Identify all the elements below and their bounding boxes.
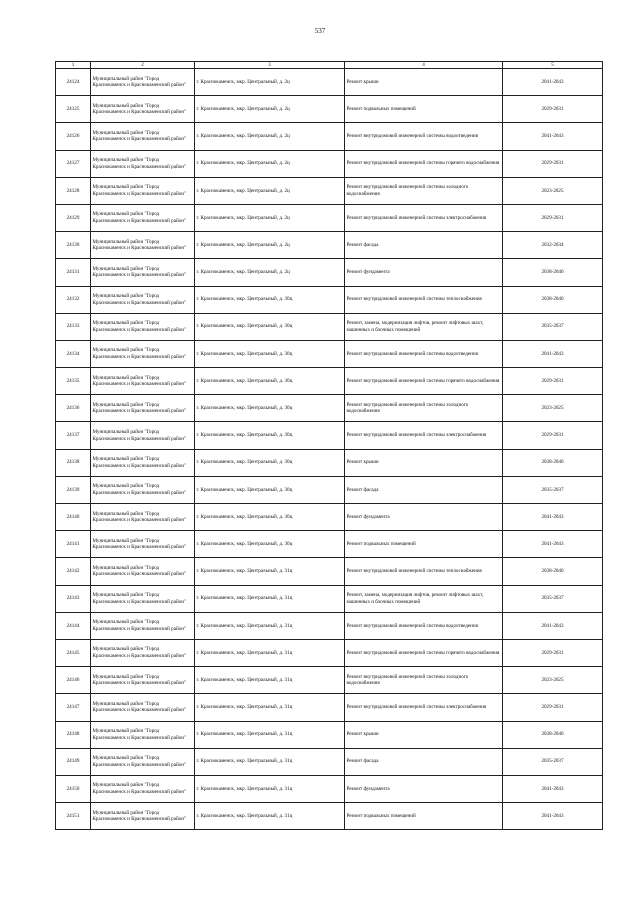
- table-row: [56, 368, 603, 395]
- work-type-cell: Ремонт крыши: [345, 721, 503, 748]
- row-number-cell: 24139: [56, 476, 91, 503]
- period-cell: 2035-2037: [503, 585, 603, 612]
- municipality-cell: Муниципальный район "Город Краснокаменск и Краснокаменский район": [91, 286, 195, 313]
- table-row: [56, 748, 603, 775]
- address-cell: г. Краснокаменск, мкр. Центральный, д. 2ц: [195, 123, 345, 150]
- period-cell: 2029-2031: [503, 422, 603, 449]
- period-cell: 2041-2043: [503, 123, 603, 150]
- work-type-cell: Ремонт внутридомовой инженерной системы водоотведения: [345, 612, 503, 639]
- municipality-cell: Муниципальный район "Город Краснокаменск и Краснокаменский район": [91, 803, 195, 830]
- municipality-cell: Муниципальный район "Город Краснокаменск и Краснокаменский район": [91, 150, 195, 177]
- address-cell: г. Краснокаменск, мкр. Центральный, д. 30ц: [195, 395, 345, 422]
- row-number-cell: 24129: [56, 204, 91, 231]
- work-type-cell: Ремонт крыши: [345, 449, 503, 476]
- row-number-cell: 24125: [56, 96, 91, 123]
- municipality-cell: Муниципальный район "Город Краснокаменск и Краснокаменский район": [91, 531, 195, 558]
- work-type-cell: Ремонт внутридомовой инженерной системы горячего водоснабжения: [345, 639, 503, 666]
- municipality-cell: Муниципальный район "Город Краснокаменск и Краснокаменский район": [91, 694, 195, 721]
- repair-schedule-table: [55, 61, 603, 830]
- municipality-cell: Муниципальный район "Город Краснокаменск и Краснокаменский район": [91, 449, 195, 476]
- address-cell: г. Краснокаменск, мкр. Центральный, д. 30ц: [195, 422, 345, 449]
- address-cell: г. Краснокаменск, мкр. Центральный, д. 31ц: [195, 612, 345, 639]
- row-number-cell: 24135: [56, 368, 91, 395]
- table-row: [56, 259, 603, 286]
- period-cell: 2038-2040: [503, 286, 603, 313]
- table-row: [56, 286, 603, 313]
- municipality-cell: Муниципальный район "Город Краснокаменск и Краснокаменский район": [91, 476, 195, 503]
- period-cell: 2029-2031: [503, 694, 603, 721]
- work-type-cell: Ремонт внутридомовой инженерной системы теплоснабжения: [345, 558, 503, 585]
- period-cell: 2029-2031: [503, 204, 603, 231]
- period-cell: 2041-2043: [503, 504, 603, 531]
- address-cell: г. Краснокаменск, мкр. Центральный, д. 31ц: [195, 694, 345, 721]
- row-number-cell: 24145: [56, 639, 91, 666]
- address-cell: г. Краснокаменск, мкр. Центральный, д. 31ц: [195, 558, 345, 585]
- municipality-cell: Муниципальный район "Город Краснокаменск и Краснокаменский район": [91, 639, 195, 666]
- address-cell: г. Краснокаменск, мкр. Центральный, д. 31ц: [195, 667, 345, 694]
- period-cell: 2041-2043: [503, 531, 603, 558]
- row-number-cell: 24144: [56, 612, 91, 639]
- work-type-cell: Ремонт фундамента: [345, 259, 503, 286]
- column-header-2: 2: [91, 62, 195, 69]
- municipality-cell: Муниципальный район "Город Краснокаменск и Краснокаменский район": [91, 422, 195, 449]
- header-row: [56, 62, 603, 69]
- row-number-cell: 24138: [56, 449, 91, 476]
- address-cell: г. Краснокаменск, мкр. Центральный, д. 2ц: [195, 96, 345, 123]
- municipality-cell: Муниципальный район "Город Краснокаменск и Краснокаменский район": [91, 313, 195, 340]
- row-number-cell: 24143: [56, 585, 91, 612]
- address-cell: г. Краснокаменск, мкр. Центральный, д. 2ц: [195, 204, 345, 231]
- table-row: [56, 476, 603, 503]
- address-cell: г. Краснокаменск, мкр. Центральный, д. 2ц: [195, 177, 345, 204]
- work-type-cell: Ремонт внутридомовой инженерной системы горячего водоснабжения: [345, 368, 503, 395]
- table-row: [56, 585, 603, 612]
- table-row: [56, 667, 603, 694]
- period-cell: 2029-2031: [503, 96, 603, 123]
- table-row: [56, 694, 603, 721]
- municipality-cell: Муниципальный район "Город Краснокаменск и Краснокаменский район": [91, 504, 195, 531]
- period-cell: 2023-2025: [503, 667, 603, 694]
- table-row: [56, 531, 603, 558]
- municipality-cell: Муниципальный район "Город Краснокаменск и Краснокаменский район": [91, 340, 195, 367]
- municipality-cell: Муниципальный район "Город Краснокаменск и Краснокаменский район": [91, 69, 195, 96]
- table-row: [56, 449, 603, 476]
- municipality-cell: Муниципальный район "Город Краснокаменск и Краснокаменский район": [91, 775, 195, 802]
- row-number-cell: 24147: [56, 694, 91, 721]
- municipality-cell: Муниципальный район "Город Краснокаменск и Краснокаменский район": [91, 177, 195, 204]
- row-number-cell: 24130: [56, 232, 91, 259]
- period-cell: 2038-2040: [503, 558, 603, 585]
- address-cell: г. Краснокаменск, мкр. Центральный, д. 30ц: [195, 531, 345, 558]
- work-type-cell: Ремонт подвальных помещений: [345, 531, 503, 558]
- work-type-cell: Ремонт внутридомовой инженерной системы водоотведения: [345, 340, 503, 367]
- row-number-cell: 24149: [56, 748, 91, 775]
- table-body: [56, 69, 603, 830]
- table-row: [56, 422, 603, 449]
- address-cell: г. Краснокаменск, мкр. Центральный, д. 30ц: [195, 504, 345, 531]
- row-number-cell: 24142: [56, 558, 91, 585]
- row-number-cell: 24148: [56, 721, 91, 748]
- table-row: [56, 721, 603, 748]
- municipality-cell: Муниципальный район "Город Краснокаменск и Краснокаменский район": [91, 612, 195, 639]
- page-number: 537: [314, 27, 326, 35]
- table-row: [56, 775, 603, 802]
- period-cell: 2023-2025: [503, 395, 603, 422]
- address-cell: г. Краснокаменск, мкр. Центральный, д. 2ц: [195, 69, 345, 96]
- municipality-cell: Муниципальный район "Город Краснокаменск и Краснокаменский район": [91, 96, 195, 123]
- address-cell: г. Краснокаменск, мкр. Центральный, д. 30ц: [195, 313, 345, 340]
- address-cell: г. Краснокаменск, мкр. Центральный, д. 30ц: [195, 368, 345, 395]
- work-type-cell: Ремонт фундамента: [345, 504, 503, 531]
- period-cell: 2038-2040: [503, 449, 603, 476]
- municipality-cell: Муниципальный район "Город Краснокаменск и Краснокаменский район": [91, 721, 195, 748]
- row-number-cell: 24151: [56, 803, 91, 830]
- work-type-cell: Ремонт подвальных помещений: [345, 803, 503, 830]
- work-type-cell: Ремонт внутридомовой инженерной системы электроснабжения: [345, 204, 503, 231]
- work-type-cell: Ремонт фундамента: [345, 775, 503, 802]
- period-cell: 2038-2040: [503, 259, 603, 286]
- row-number-cell: 24150: [56, 775, 91, 802]
- municipality-cell: Муниципальный район "Город Краснокаменск и Краснокаменский район": [91, 558, 195, 585]
- address-cell: г. Краснокаменск, мкр. Центральный, д. 31ц: [195, 803, 345, 830]
- table-row: [56, 395, 603, 422]
- address-cell: г. Краснокаменск, мкр. Центральный, д. 31ц: [195, 748, 345, 775]
- municipality-cell: Муниципальный район "Город Краснокаменск и Краснокаменский район": [91, 204, 195, 231]
- row-number-cell: 24133: [56, 313, 91, 340]
- period-cell: 2035-2037: [503, 748, 603, 775]
- period-cell: 2032-2034: [503, 232, 603, 259]
- work-type-cell: Ремонт внутридомовой инженерной системы горячего водоснабжения: [345, 150, 503, 177]
- work-type-cell: Ремонт внутридомовой инженерной системы холодного водоснабжения: [345, 395, 503, 422]
- address-cell: г. Краснокаменск, мкр. Центральный, д. 31ц: [195, 639, 345, 666]
- row-number-cell: 24146: [56, 667, 91, 694]
- work-type-cell: Ремонт, замена, модернизация лифтов, ремонт лифтовых шахт, машинных и блочных помещений: [345, 585, 503, 612]
- address-cell: г. Краснокаменск, мкр. Центральный, д. 31ц: [195, 585, 345, 612]
- period-cell: 2041-2043: [503, 775, 603, 802]
- period-cell: 2035-2037: [503, 476, 603, 503]
- row-number-cell: 24131: [56, 259, 91, 286]
- work-type-cell: Ремонт фасада: [345, 748, 503, 775]
- work-type-cell: Ремонт крыши: [345, 69, 503, 96]
- row-number-cell: 24141: [56, 531, 91, 558]
- municipality-cell: Муниципальный район "Город Краснокаменск и Краснокаменский район": [91, 395, 195, 422]
- period-cell: 2038-2040: [503, 721, 603, 748]
- table-row: [56, 150, 603, 177]
- row-number-cell: 24126: [56, 123, 91, 150]
- table-row: [56, 69, 603, 96]
- period-cell: 2023-2025: [503, 177, 603, 204]
- municipality-cell: Муниципальный район "Город Краснокаменск и Краснокаменский район": [91, 123, 195, 150]
- work-type-cell: Ремонт внутридомовой инженерной системы электроснабжения: [345, 422, 503, 449]
- period-cell: 2035-2037: [503, 313, 603, 340]
- table-row: [56, 177, 603, 204]
- work-type-cell: Ремонт фасада: [345, 232, 503, 259]
- period-cell: 2041-2043: [503, 69, 603, 96]
- row-number-cell: 24128: [56, 177, 91, 204]
- column-header-1: 1: [56, 62, 91, 69]
- table-row: [56, 639, 603, 666]
- row-number-cell: 24137: [56, 422, 91, 449]
- table-row: [56, 558, 603, 585]
- municipality-cell: Муниципальный район "Город Краснокаменск и Краснокаменский район": [91, 259, 195, 286]
- table-row: [56, 96, 603, 123]
- row-number-cell: 24124: [56, 69, 91, 96]
- municipality-cell: Муниципальный район "Город Краснокаменск и Краснокаменский район": [91, 667, 195, 694]
- column-header-4: 4: [345, 62, 503, 69]
- period-cell: 2029-2031: [503, 368, 603, 395]
- row-number-cell: 24136: [56, 395, 91, 422]
- row-number-cell: 24132: [56, 286, 91, 313]
- period-cell: 2029-2031: [503, 150, 603, 177]
- work-type-cell: Ремонт фасада: [345, 476, 503, 503]
- period-cell: 2041-2043: [503, 612, 603, 639]
- address-cell: г. Краснокаменск, мкр. Центральный, д. 2ц: [195, 232, 345, 259]
- row-number-cell: 24140: [56, 504, 91, 531]
- municipality-cell: Муниципальный район "Город Краснокаменск и Краснокаменский район": [91, 368, 195, 395]
- address-cell: г. Краснокаменск, мкр. Центральный, д. 2ц: [195, 150, 345, 177]
- address-cell: г. Краснокаменск, мкр. Центральный, д. 31ц: [195, 775, 345, 802]
- work-type-cell: Ремонт, замена, модернизация лифтов, ремонт лифтовых шахт, машинных и блочных помещений: [345, 313, 503, 340]
- table-header: [56, 62, 603, 69]
- row-number-cell: 24127: [56, 150, 91, 177]
- table-row: [56, 803, 603, 830]
- column-header-3: 3: [195, 62, 345, 69]
- table-row: [56, 313, 603, 340]
- table-row: [56, 612, 603, 639]
- address-cell: г. Краснокаменск, мкр. Центральный, д. 30ц: [195, 476, 345, 503]
- work-type-cell: Ремонт внутридомовой инженерной системы теплоснабжения: [345, 286, 503, 313]
- period-cell: 2029-2031: [503, 639, 603, 666]
- table-row: [56, 504, 603, 531]
- work-type-cell: Ремонт внутридомовой инженерной системы водоотведения: [345, 123, 503, 150]
- work-type-cell: Ремонт внутридомовой инженерной системы холодного водоснабжения: [345, 667, 503, 694]
- work-type-cell: Ремонт внутридомовой инженерной системы электроснабжения: [345, 694, 503, 721]
- municipality-cell: Муниципальный район "Город Краснокаменск и Краснокаменский район": [91, 748, 195, 775]
- municipality-cell: Муниципальный район "Город Краснокаменск и Краснокаменский район": [91, 585, 195, 612]
- column-header-5: 5: [503, 62, 603, 69]
- address-cell: г. Краснокаменск, мкр. Центральный, д. 30ц: [195, 449, 345, 476]
- table-row: [56, 123, 603, 150]
- row-number-cell: 24134: [56, 340, 91, 367]
- work-type-cell: Ремонт подвальных помещений: [345, 96, 503, 123]
- work-type-cell: Ремонт внутридомовой инженерной системы холодного водоснабжения: [345, 177, 503, 204]
- address-cell: г. Краснокаменск, мкр. Центральный, д. 2ц: [195, 259, 345, 286]
- address-cell: г. Краснокаменск, мкр. Центральный, д. 31ц: [195, 721, 345, 748]
- address-cell: г. Краснокаменск, мкр. Центральный, д. 30ц: [195, 340, 345, 367]
- address-cell: г. Краснокаменск, мкр. Центральный, д. 30ц: [195, 286, 345, 313]
- table-row: [56, 232, 603, 259]
- table-row: [56, 204, 603, 231]
- municipality-cell: Муниципальный район "Город Краснокаменск и Краснокаменский район": [91, 232, 195, 259]
- table-row: [56, 340, 603, 367]
- period-cell: 2041-2043: [503, 340, 603, 367]
- period-cell: 2041-2043: [503, 803, 603, 830]
